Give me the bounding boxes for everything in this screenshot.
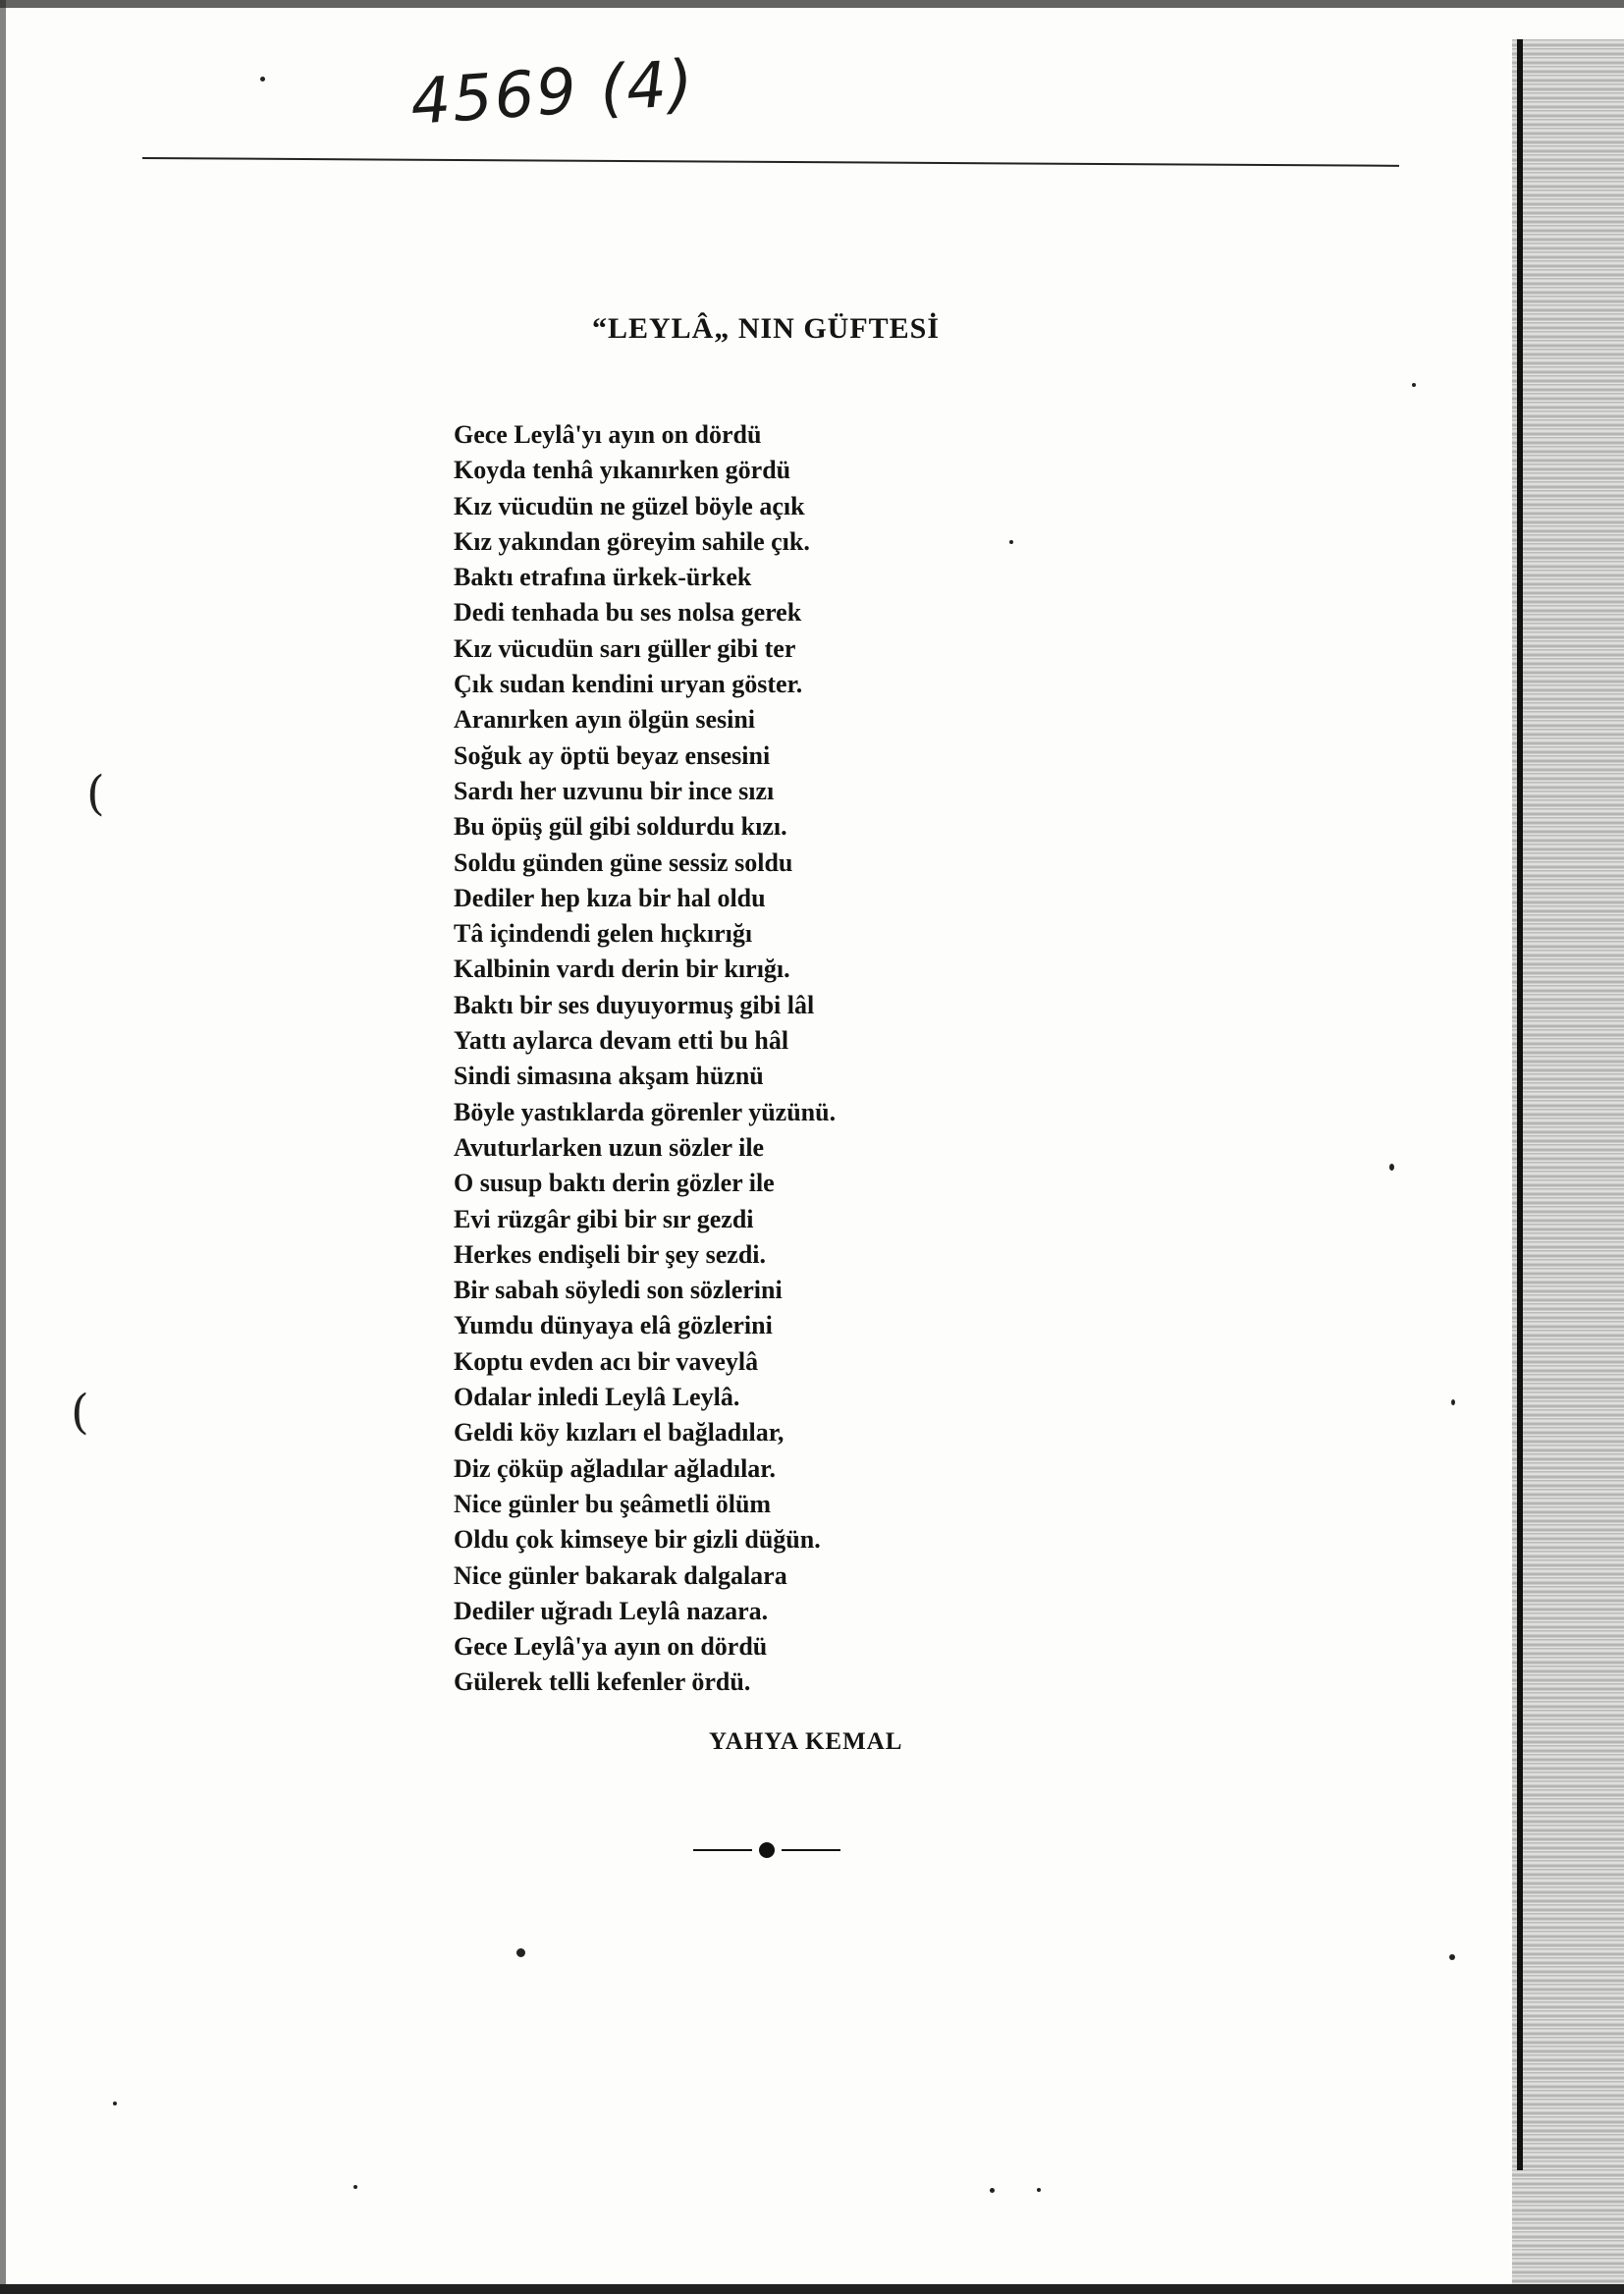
- verse-line: Sindi simasına akşam hüznü: [454, 1062, 764, 1091]
- verse-line: Soldu günden güne sessiz soldu: [454, 847, 793, 877]
- verse-line: Oldu çok kimseye bir gizli düğün.: [454, 1525, 821, 1555]
- verse-line: Evi rüzgâr gibi bir sır gezdi: [454, 1204, 754, 1233]
- scan-speck: [1389, 1164, 1394, 1171]
- verse-line: O susup baktı derin gözler ile: [454, 1169, 775, 1198]
- scan-mark: (: [86, 766, 105, 821]
- scan-speck: [113, 2102, 117, 2105]
- verse-line: Diz çöküp ağladılar ağladılar.: [454, 1453, 776, 1483]
- verse-line: Dediler uğradı Leylâ nazara.: [454, 1596, 769, 1625]
- scan-mark: (: [71, 1385, 89, 1440]
- verse-line: Baktı etrafına ürkek-ürkek: [454, 563, 752, 592]
- scan-speck: [1412, 383, 1416, 387]
- end-ornament: [693, 1840, 840, 1860]
- ornament-dot: [759, 1842, 775, 1858]
- ornament-line-left: [693, 1849, 752, 1851]
- scan-speck: [1037, 2188, 1041, 2192]
- verse-line: Odalar inledi Leylâ Leylâ.: [454, 1383, 740, 1412]
- poem-author: YAHYA KEMAL: [709, 1728, 903, 1755]
- verse-line: Baktı bir ses duyuyormuş gibi lâl: [454, 990, 815, 1019]
- verse-line: Böyle yastıklarda görenler yüzünü.: [454, 1097, 837, 1126]
- verse-line: Koyda tenhâ yıkanırken gördü: [454, 456, 791, 485]
- verse-line: Koptu evden acı bir vaveylâ: [454, 1346, 759, 1376]
- scan-top-edge: [0, 0, 1624, 8]
- verse-line: Gece Leylâ'ya ayın on dördü: [454, 1632, 768, 1662]
- verse-line: Gülerek telli kefenler ördü.: [454, 1667, 751, 1697]
- poem-title: “LEYLÂ„ NIN GÜFTESİ: [591, 312, 941, 345]
- verse-line: Tâ içindendi gelen hıçkırığı: [454, 919, 753, 949]
- verse-line: Kalbinin vardı derin bir kırığı.: [454, 955, 790, 984]
- scan-speck: [260, 77, 265, 82]
- verse-line: Kız vücudün sarı güller gibi ter: [454, 633, 796, 663]
- verse-line: Bu öpüş gül gibi soldurdu kızı.: [454, 812, 787, 842]
- verse-line: Soğuk ay öptü beyaz ensesini: [454, 740, 771, 770]
- scan-bottom-edge: [0, 2284, 1624, 2294]
- scan-speck: [1009, 540, 1013, 544]
- verse-line: Gece Leylâ'yı ayın on dördü: [454, 420, 762, 449]
- poem-verses: [454, 417, 1003, 1701]
- scan-speck: [353, 2185, 357, 2189]
- scan-speck: [990, 2188, 995, 2193]
- verse-line: Dedi tenhada bu ses nolsa gerek: [454, 598, 802, 628]
- verse-line: Dediler hep kıza bir hal oldu: [454, 883, 766, 912]
- verse-line: Yattı aylarca devam etti bu hâl: [454, 1026, 789, 1056]
- verse-line: Bir sabah söyledi son sözlerini: [454, 1276, 783, 1305]
- verse-line: Kız yakından göreyim sahile çık.: [454, 526, 810, 556]
- verse-line: Avuturlarken uzun sözler ile: [454, 1132, 765, 1162]
- scan-right-edge: [1517, 39, 1523, 2170]
- handwritten-archive-number: 4569 (4): [407, 46, 698, 140]
- scan-speck: [516, 1948, 525, 1957]
- scan-speck: [1449, 1954, 1455, 1960]
- verse-line: Çık sudan kendini uryan göster.: [454, 670, 803, 699]
- verse-line: Yumdu dünyaya elâ gözlerini: [454, 1311, 773, 1340]
- header-rule: [142, 157, 1399, 167]
- verse-line: Nice günler bu şeâmetli ölüm: [454, 1489, 772, 1518]
- scan-right-noise: [1512, 39, 1624, 2294]
- scan-speck: [1451, 1399, 1455, 1405]
- verse-line: Aranırken ayın ölgün sesini: [454, 705, 756, 735]
- scan-left-edge: [0, 0, 6, 2294]
- ornament-line-right: [782, 1849, 840, 1851]
- verse-line: Geldi köy kızları el bağladılar,: [454, 1418, 785, 1447]
- verse-line: Herkes endişeli bir şey sezdi.: [454, 1239, 767, 1269]
- verse-line: Kız vücudün ne güzel böyle açık: [454, 491, 805, 520]
- verse-line: Sardı her uzvunu bir ince sızı: [454, 776, 775, 805]
- verse-line: Nice günler bakarak dalgalara: [454, 1560, 787, 1590]
